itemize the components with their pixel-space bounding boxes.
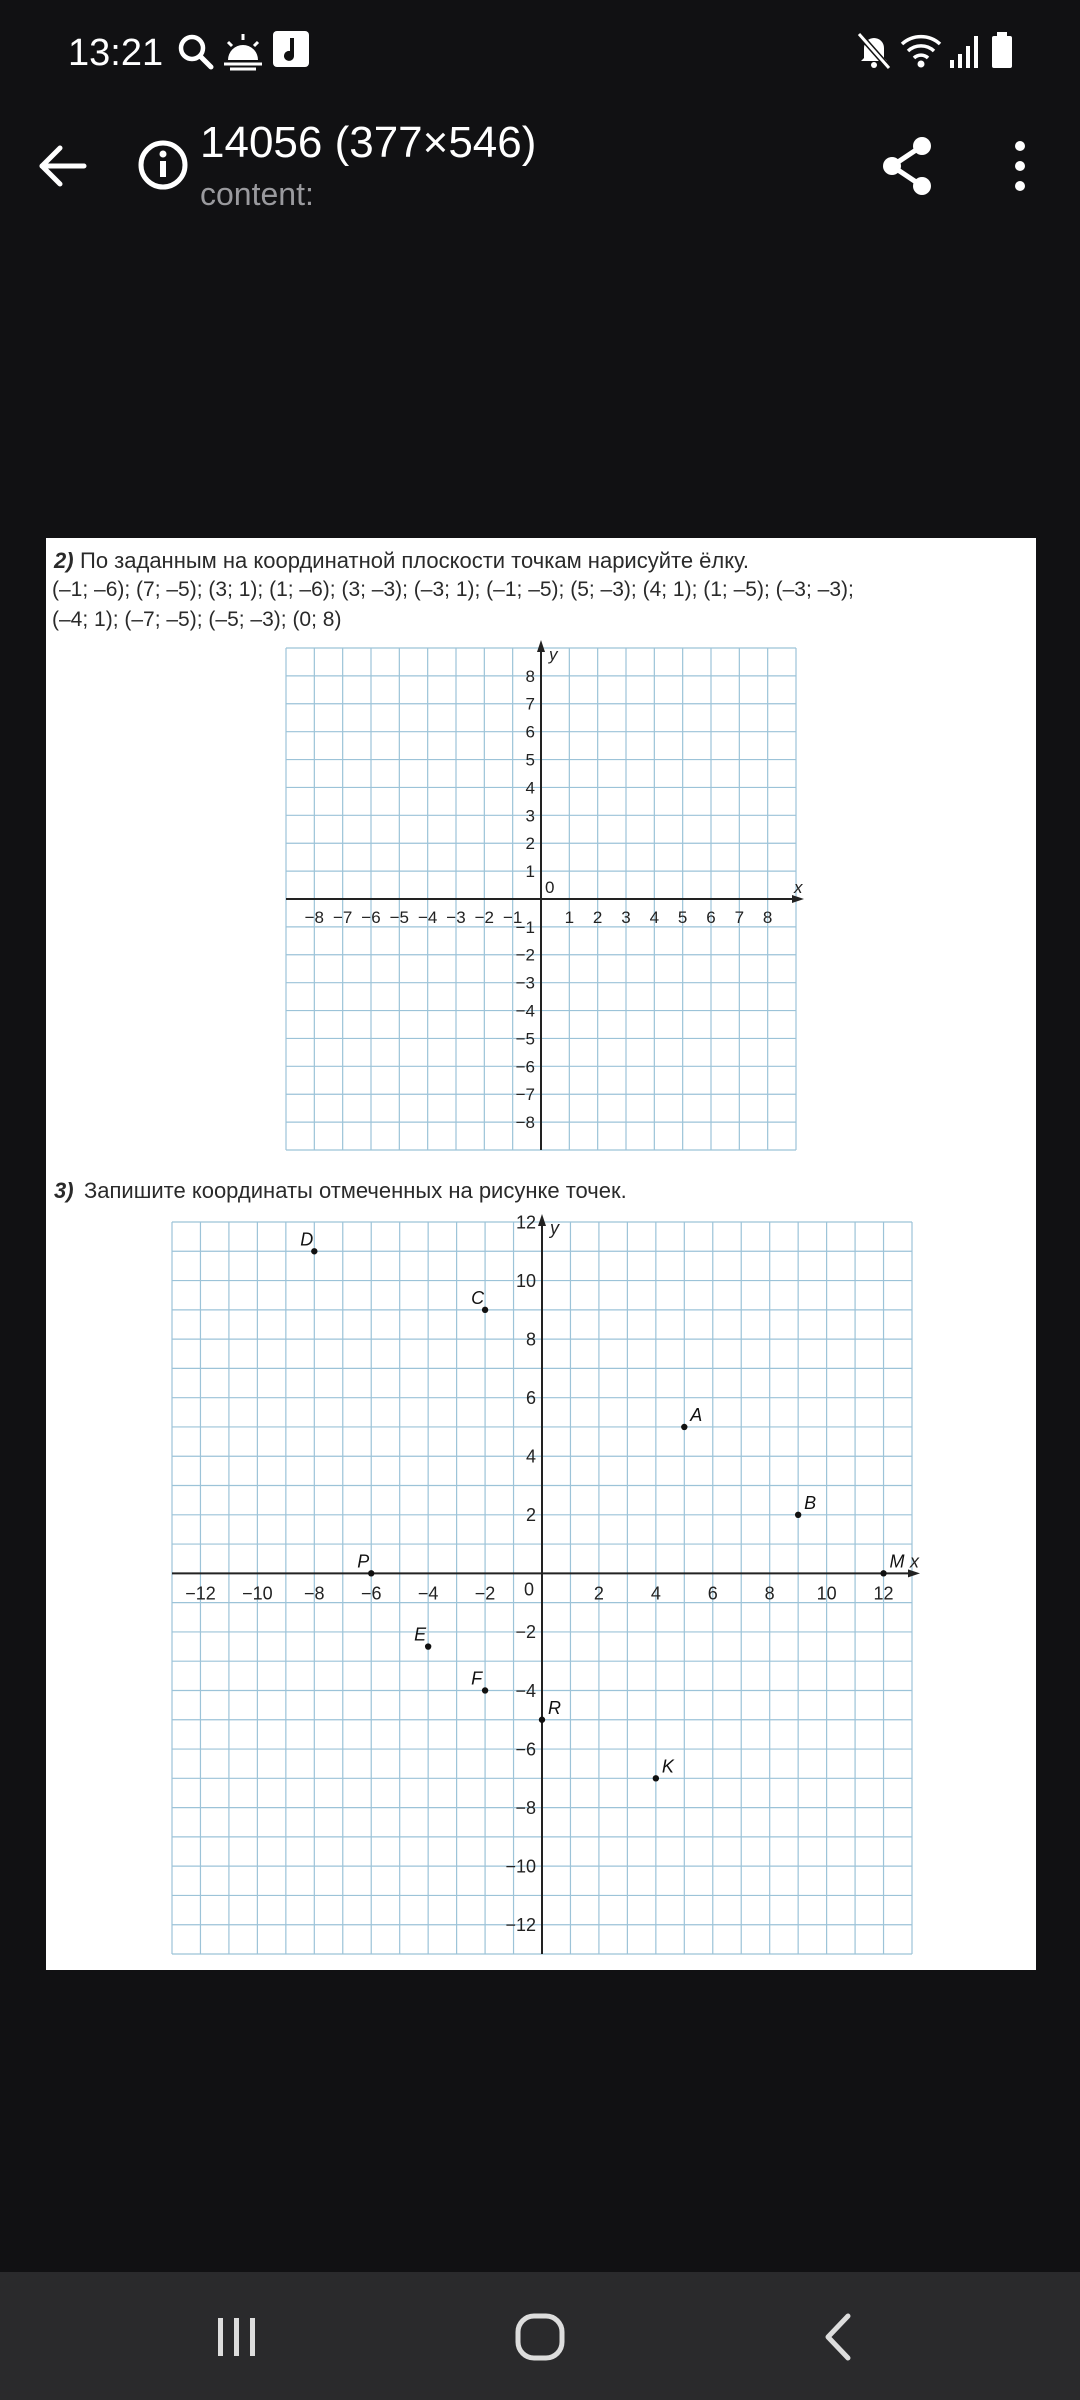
app-bar: [0, 110, 1080, 230]
x-tick-label: 6: [706, 908, 716, 927]
point-label-f: F: [471, 1668, 483, 1689]
x-tick-label: −6: [360, 1583, 382, 1604]
y-tick-label: −1: [515, 917, 535, 937]
x-tick-label: −4: [417, 908, 438, 927]
task3-text: Запишите координаты отмеченных на рисунке точек.: [84, 1178, 627, 1203]
y-axis-label: y: [549, 645, 558, 664]
y-axis-label: y: [550, 1218, 559, 1238]
x-tick-label: 8: [764, 1583, 775, 1604]
x-tick-label: 8: [762, 908, 773, 927]
point-label-k: K: [661, 1756, 674, 1777]
x-tick-label: 7: [734, 908, 745, 927]
recents-icon[interactable]: [196, 2302, 276, 2372]
nav-back-icon[interactable]: [800, 2302, 880, 2372]
more-vert-icon[interactable]: [990, 130, 1050, 202]
x-tick-label: −6: [361, 908, 381, 927]
y-tick-label: −4: [515, 1001, 535, 1021]
x-tick-label: 3: [621, 908, 631, 927]
x-tick-label: −10: [242, 1583, 273, 1604]
y-tick-label: −12: [505, 1915, 536, 1936]
share-icon[interactable]: [872, 130, 944, 202]
point-label-a: A: [690, 1404, 703, 1425]
task2-coordinate-grid: [276, 638, 806, 1160]
y-tick-label: 8: [525, 1329, 536, 1350]
y-tick-label: −2: [515, 1622, 536, 1643]
info-icon[interactable]: [130, 132, 196, 198]
y-tick-label: −6: [515, 1739, 536, 1760]
x-axis-label: x: [794, 878, 803, 897]
x-tick-label: −5: [389, 908, 410, 927]
point-label-p: P: [357, 1551, 370, 1572]
point-m: [880, 1570, 886, 1576]
y-tick-label: −10: [505, 1856, 536, 1877]
x-tick-label: 6: [707, 1583, 718, 1604]
point-label-c: C: [471, 1287, 485, 1308]
y-tick-label: −7: [515, 1085, 535, 1105]
x-tick-label: 4: [649, 908, 660, 927]
y-tick-label: 3: [525, 806, 535, 826]
y-tick-label: 2: [525, 1505, 536, 1526]
y-axis-arrow: [538, 1214, 546, 1226]
point-f: [482, 1687, 488, 1693]
point-b: [795, 1512, 801, 1518]
x-tick-label: −4: [417, 1583, 439, 1604]
signal-icon: [948, 30, 980, 70]
x-tick-label: 2: [593, 1583, 604, 1604]
point-label-e: E: [414, 1624, 427, 1645]
task2-number: 2): [54, 548, 74, 573]
mute-icon: [856, 30, 892, 70]
x-tick-label: −3: [446, 908, 466, 927]
x-tick-label: −2: [474, 908, 495, 927]
back-arrow-icon[interactable]: [28, 130, 100, 202]
point-label-b: B: [804, 1492, 817, 1513]
point-label-m: M: [889, 1551, 905, 1572]
wifi-icon: [900, 30, 942, 70]
image-title: 14056 (377×546): [200, 118, 537, 167]
x-tick-label: 12: [873, 1583, 894, 1604]
x-tick-label: 5: [677, 908, 688, 927]
y-tick-label: 12: [515, 1212, 536, 1233]
point-r: [539, 1717, 545, 1723]
x-tick-label: −12: [185, 1583, 216, 1604]
point-a: [681, 1424, 687, 1430]
image-subtitle: content:: [200, 176, 314, 212]
y-tick-label: −8: [515, 1797, 536, 1818]
point-label-d: D: [300, 1229, 314, 1250]
y-tick-label: 6: [525, 722, 535, 742]
music-app-icon: [272, 30, 310, 68]
navigation-bar: [0, 2272, 1080, 2400]
x-tick-label: 10: [816, 1583, 837, 1604]
y-tick-label: 6: [525, 1387, 536, 1408]
document-image: [46, 538, 1036, 1970]
y-tick-label: −2: [515, 945, 535, 965]
task2-text: По заданным на координатной плоскости точкам нарисуйте ёлку.: [80, 548, 750, 573]
x-tick-label: 2: [592, 908, 603, 927]
x-tick-label: −8: [304, 908, 325, 927]
y-tick-label: −3: [515, 973, 535, 993]
x-tick-label: −8: [304, 1583, 325, 1604]
x-tick-label: −1: [502, 908, 523, 927]
y-tick-label: 4: [525, 778, 535, 798]
clock: 13:21: [68, 32, 164, 74]
x-tick-label: 4: [650, 1583, 661, 1604]
y-tick-label: 1: [525, 862, 535, 882]
y-tick-label: −6: [515, 1057, 535, 1077]
y-tick-label: −4: [515, 1680, 536, 1701]
home-icon[interactable]: [500, 2302, 580, 2372]
y-tick-label: 10: [515, 1270, 536, 1291]
y-tick-label: 7: [525, 694, 535, 714]
status-bar: [0, 0, 1080, 110]
task3-number: 3): [54, 1178, 74, 1203]
point-k: [653, 1775, 659, 1781]
y-tick-label: −8: [515, 1113, 535, 1133]
origin-label: 0: [524, 1579, 535, 1600]
weather-icon: [222, 30, 264, 74]
origin-label: 0: [545, 878, 555, 897]
task3-coordinate-grid: [162, 1212, 922, 1964]
battery-icon: [988, 30, 1016, 70]
y-axis-arrow: [537, 640, 545, 652]
task2-points-line2: (–4; 1); (–7; –5); (–5; –3); (0; 8): [52, 608, 342, 631]
task2-points-line1: (–1; –6); (7; –5); (3; 1); (1; –6); (3; –3); (–3; 1); (–1; –5); (5; –3); (4; 1); (1; –5); (–3; –3);: [52, 578, 854, 601]
y-tick-label: 4: [525, 1446, 536, 1467]
y-tick-label: −5: [515, 1029, 535, 1049]
y-tick-label: 5: [525, 750, 535, 770]
x-axis-label: x: [910, 1551, 919, 1572]
x-tick-label: −2: [474, 1583, 496, 1604]
x-tick-label: 1: [564, 908, 575, 927]
x-tick-label: −7: [332, 908, 353, 927]
y-tick-label: 8: [525, 666, 535, 686]
point-label-r: R: [548, 1697, 561, 1718]
search-icon: [176, 30, 216, 74]
y-tick-label: 2: [525, 834, 535, 854]
